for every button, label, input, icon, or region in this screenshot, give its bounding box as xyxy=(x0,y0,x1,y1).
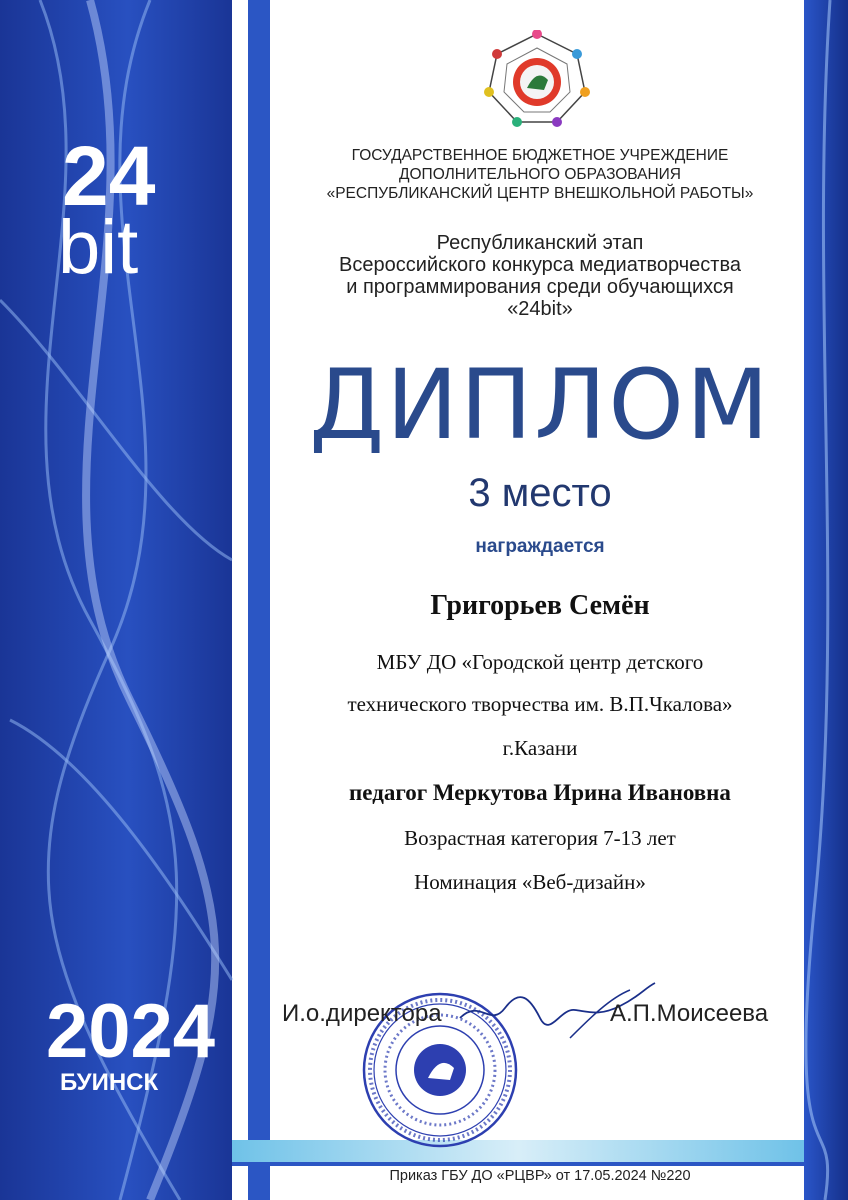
contest-description xyxy=(270,232,810,320)
footer-order: Приказ ГБУ ДО «РЦВР» от 17.05.2024 №220 xyxy=(389,1168,691,1184)
sidebar-big-word: bit xyxy=(58,205,139,290)
contest-line4: «24bit» xyxy=(507,298,573,320)
recipient-nomination: Номинация «Веб-дизайн» xyxy=(414,870,646,894)
emblem-icon xyxy=(482,30,592,128)
organization-header xyxy=(270,146,810,203)
recipient-age-category: Возрастная категория 7-13 лет xyxy=(404,826,676,850)
organization-line1: ГОСУДАРСТВЕННОЕ БЮДЖЕТНОЕ УЧРЕЖДЕНИЕ xyxy=(351,147,729,164)
diploma-place: 3 место xyxy=(468,471,612,515)
recipient-city: г.Казани xyxy=(502,736,578,760)
contest-line3: и программирования среди обучающихся xyxy=(346,276,734,298)
signature-role: И.о.директора xyxy=(282,1000,442,1027)
sidebar-year: 2024 xyxy=(46,989,216,1074)
sidebar-city: БУИНСК xyxy=(60,1069,159,1096)
contest-line1: Республиканский этап xyxy=(436,232,644,254)
recipient-institution-line1: МБУ ДО «Городской центр детского xyxy=(376,650,704,674)
diploma-awarded: награждается xyxy=(475,536,605,557)
recipient-name: Григорьев Семён xyxy=(430,590,650,621)
organization-line2: ДОПОЛНИТЕЛЬНОГО ОБРАЗОВАНИЯ xyxy=(399,166,681,183)
organization-line3: «РЕСПУБЛИКАНСКИЙ ЦЕНТР ВНЕШКОЛЬНОЙ РАБОТЫ» xyxy=(326,185,754,202)
contest-line2: Всероссийского конкурса медиатворчества xyxy=(339,254,741,276)
sidebar-big-number: 24 xyxy=(62,129,156,223)
diploma-title: ДИПЛОМ xyxy=(309,349,771,461)
signature-name: А.П.Моисеева xyxy=(610,1000,769,1027)
recipient-teacher: педагог Меркутова Ирина Ивановна xyxy=(349,780,731,805)
recipient-institution-line2: технического творчества им. В.П.Чкалова» xyxy=(347,692,733,716)
